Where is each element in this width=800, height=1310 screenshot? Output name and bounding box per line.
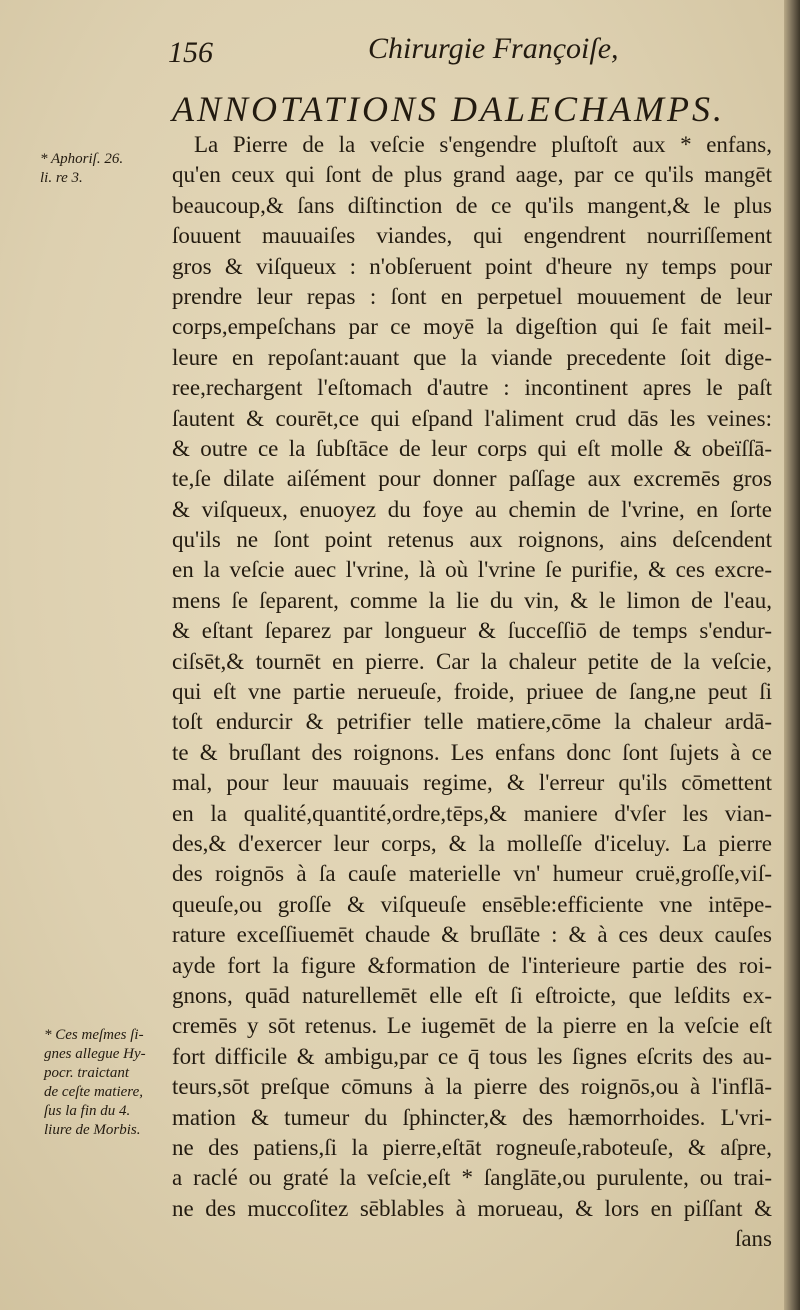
margin-note-line: ſus la fin du 4. xyxy=(44,1103,131,1119)
body-line: mation & tumeur du ſphincter,& des hæmorrhoides. L'vri- xyxy=(172,1104,772,1130)
body-text xyxy=(172,130,772,1254)
body-line: ayde fort la figure &formation de l'interieure partie des roi- xyxy=(172,952,772,978)
body-line: queuſe,ou groſſe & viſqueuſe ensēble:efficiente vne intēpe- xyxy=(172,891,772,917)
body-line: mal, pour leur mauuais regime, & l'erreur qu'ils cōmettent xyxy=(172,770,772,796)
body-line: cremēs y sōt retenus. Le iugemēt de la pierre en la veſcie eſt xyxy=(172,1013,772,1039)
body-line: ciſsēt,& tournēt en pierre. Car la chaleur petite de la veſcie, xyxy=(172,648,772,674)
margin-note-line: de ceſte matiere, xyxy=(44,1084,143,1100)
margin-note-line: pocr. traictant xyxy=(44,1065,129,1081)
body-line: corps,empeſchans par ce moyē la digeſtion qui ſe fait meil- xyxy=(172,314,772,340)
page-number: 156 xyxy=(168,36,213,69)
body-line: gnons, quād naturellemēt elle eſt ſi eſtroicte, que leſdits ex- xyxy=(172,982,772,1008)
body-line: en la qualité,quantité,ordre,tēps,& maniere d'vſer les vian- xyxy=(172,800,772,826)
body-line: ree,rechargent l'eſtomach d'autre : incontinent apres le paſt xyxy=(172,375,772,401)
body-line: ne des patiens,ſi la pierre,eſtāt rogneuſe,raboteuſe, & aſpre, xyxy=(172,1134,772,1160)
page-gutter xyxy=(784,0,800,1310)
body-line: fort difficile & ambigu,par ce q̄ tous les ſignes eſcrits des au- xyxy=(172,1043,772,1069)
margin-note-aphorism xyxy=(40,150,160,188)
running-head: Chirurgie Françoiſe, xyxy=(368,32,619,65)
body-line: ſouuent mauuaiſes viandes, qui engendrent nourriſſement xyxy=(172,223,772,249)
margin-note-line: gnes allegue Hy- xyxy=(44,1046,146,1062)
body-line: & viſqueux, enuoyez du foye au chemin de l'vrine, en ſorte xyxy=(172,496,772,522)
body-line: La Pierre de la veſcie s'engendre pluſtoſt aux * enfans, xyxy=(194,132,772,157)
margin-note-hippocrates xyxy=(44,1026,172,1140)
body-line: mens ſe ſeparent, comme la lie du vin, & le limon de l'eau, xyxy=(172,587,772,613)
margin-note-line: * Aphoriſ. 26. xyxy=(40,151,124,167)
body-line: qu'en ceux qui ſont de plus grand aage, par ce qu'ils mangēt xyxy=(172,162,772,188)
section-title: ANNOTATIONS DALECHAMPS. xyxy=(172,89,726,129)
page-header xyxy=(168,32,628,76)
body-line: teurs,sōt preſque cōmuns à la pierre des roignōs,ou à l'inflā- xyxy=(172,1074,772,1100)
body-line: & outre ce la ſubſtāce de leur corps qui eſt molle & obeïſſā- xyxy=(172,435,772,461)
body-line: rature exceſſiuemēt chaude & bruſlāte : & à ces deux cauſes xyxy=(172,922,772,948)
body-line: ne des muccoſitez sēblables à morueau, & lors en piſſant & xyxy=(172,1195,772,1221)
body-line: des,& d'exercer leur corps, & la molleſſe d'iceluy. La pierre xyxy=(172,830,772,856)
body-line: des roignōs à ſa cauſe materielle vn' humeur cruë,groſſe,viſ- xyxy=(172,861,772,887)
catchword: ſans xyxy=(734,1226,772,1252)
body-line: te,ſe dilate aiſément pour donner paſſage aux excremēs gros xyxy=(172,466,772,492)
body-line: ſautent & courēt,ce qui eſpand l'aliment crud dās les veines: xyxy=(172,405,772,431)
body-line: a raclé ou graté la veſcie,eſt * ſanglāte,ou purulente, ou trai- xyxy=(172,1165,772,1191)
body-line: & eſtant ſeparez par longueur & ſucceſſiō de temps s'endur- xyxy=(172,618,772,644)
body-line: beaucoup,& ſans diſtinction de ce qu'ils mangent,& le plus xyxy=(172,192,772,218)
body-line: te & bruſlant des roignons. Les enfans donc ſont ſujets à ce xyxy=(172,739,772,765)
body-line: qui eſt vne partie nerueuſe, froide, priuee de ſang,ne peut ſi xyxy=(172,679,772,705)
margin-note-line: li. re 3. xyxy=(40,170,83,186)
body-line: toſt endurcir & petrifier telle matiere,cōme la chaleur ardā- xyxy=(172,709,772,735)
margin-note-line: * Ces meſmes ſi- xyxy=(44,1027,144,1043)
body-line: prendre leur repas : ſont en perpetuel mouuement de leur xyxy=(172,283,772,309)
body-line: en la veſcie auec l'vrine, là où l'vrine ſe purifie, & ces excre- xyxy=(172,557,772,583)
body-line: leure en repoſant:auant que la viande precedente ſoit dige- xyxy=(172,344,772,370)
margin-note-line: liure de Morbis. xyxy=(44,1122,141,1138)
body-line: gros & viſqueux : n'obſeruent point d'heure ny temps pour xyxy=(172,253,772,279)
body-line: qu'ils ne ſont point retenus aux roignons, ains deſcendent xyxy=(172,527,772,553)
